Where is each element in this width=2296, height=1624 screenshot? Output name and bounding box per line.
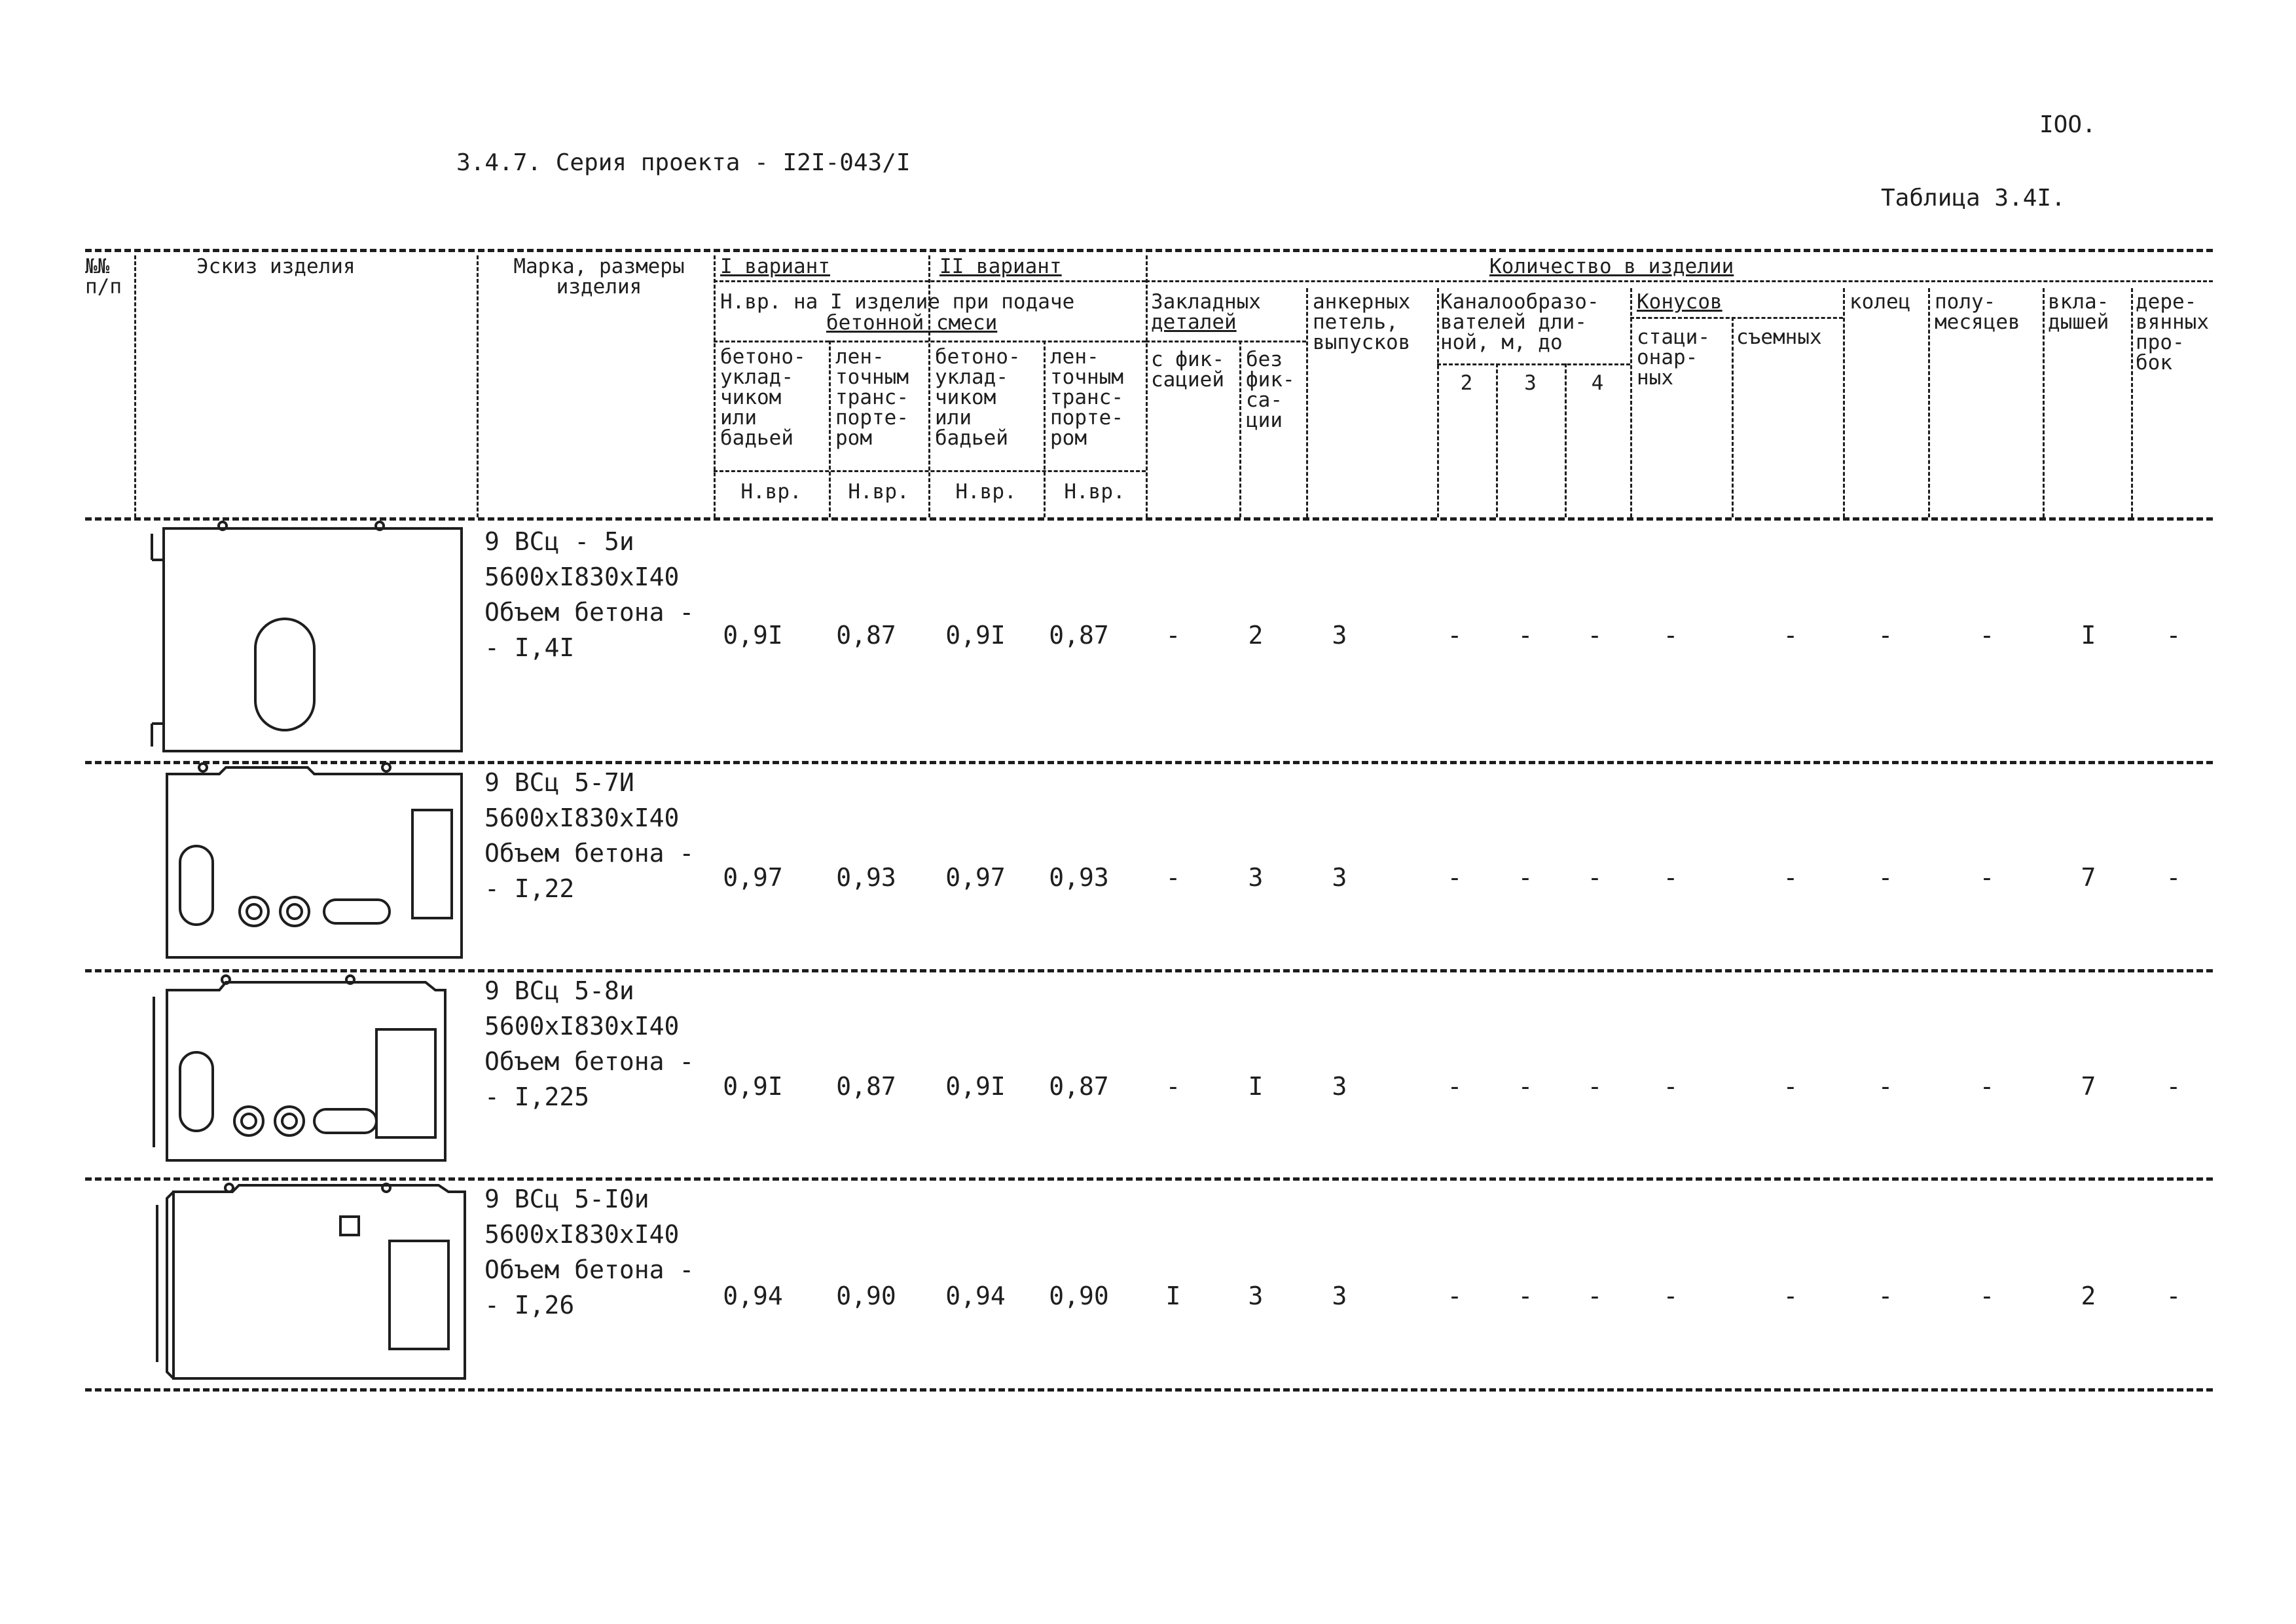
table-cell: I [2081, 621, 2096, 650]
row-mark [484, 973, 694, 1115]
table-cell: - [1447, 1282, 1463, 1310]
col-sketch-header: Эскиз изделия [196, 255, 355, 278]
table-cell: 3 [1332, 621, 1347, 650]
table-cell: - [1518, 863, 1533, 892]
row-mark [484, 765, 694, 906]
table-cell: - [1587, 1282, 1603, 1310]
table-cell: 3 [1332, 863, 1347, 892]
table-cell: - [1663, 1282, 1679, 1310]
col-rule [1146, 255, 1148, 517]
table-cell: - [1783, 863, 1798, 892]
table-cell: 0,9I [723, 1072, 783, 1101]
col-rule [1732, 317, 1734, 517]
unit-d: Н.вр. [1064, 480, 1125, 504]
col-rule [477, 255, 479, 517]
table-cell: 7 [2081, 863, 2096, 892]
row-mark-line: Объем бетона - [484, 839, 695, 868]
table-cell: - [1587, 863, 1603, 892]
table-cell: 0,87 [1049, 621, 1109, 650]
row-mark-line: 9 ВСц 5-7И [484, 768, 634, 797]
table-cell: 0,93 [836, 863, 896, 892]
table-cell: - [1165, 863, 1181, 892]
table-cell: - [1165, 621, 1181, 650]
table-cell: - [1447, 621, 1463, 650]
table-cell: - [1979, 1072, 1995, 1101]
panel-sketch-4 [144, 1179, 471, 1385]
table-cell: - [1663, 863, 1679, 892]
col-rule [714, 255, 716, 517]
zakl-fix-header: с фик- сацией [1151, 348, 1224, 392]
row-mark [484, 1181, 694, 1323]
table-cell: I [1165, 1282, 1181, 1310]
col-rule [1843, 288, 1845, 517]
konus-rule [1630, 317, 1843, 319]
page-number: IOO. [2039, 111, 2096, 138]
table-cell: - [1587, 1072, 1603, 1101]
col-rule [2131, 288, 2133, 517]
table-cell: I [1248, 1072, 1264, 1101]
col-num-header: №№ п/п [85, 255, 122, 299]
vkladysh-header: вкла- дышей [2048, 290, 2109, 334]
table-cell: 0,97 [723, 863, 783, 892]
row-mark-line: 5600xI830xI40 [484, 563, 680, 591]
table-cell: - [1518, 621, 1533, 650]
table-cell: - [1165, 1072, 1181, 1101]
zakl-header: Закладных деталей [1151, 290, 1261, 334]
table-cell: - [1783, 1072, 1798, 1101]
table-cell: - [1878, 1072, 1893, 1101]
qty-rule [1146, 280, 2213, 282]
table-cell: - [1783, 1282, 1798, 1310]
sub-header-c: бетоно- уклад- чиком или бадьей [935, 345, 1021, 450]
kolec-header: колец [1850, 290, 1911, 314]
table-cell: - [1663, 621, 1679, 650]
kanal-3: 3 [1524, 371, 1537, 395]
table-cell: 0,93 [1049, 863, 1109, 892]
table-cell: - [1447, 863, 1463, 892]
col-rule [1306, 288, 1308, 517]
row-mark-line: 5600xI830xI40 [484, 1012, 680, 1041]
table-cell: 0,97 [945, 863, 1006, 892]
table-cell: 0,9I [945, 621, 1006, 650]
variant2-header: II вариант [939, 255, 1062, 278]
kanal-rule [1437, 363, 1630, 365]
col-mark-header: Марка, размеры изделия [513, 255, 685, 299]
table-cell: - [2166, 1282, 2181, 1310]
qty-header: Количество в изделии [1489, 255, 1734, 278]
table-cell: - [1783, 621, 1798, 650]
table-cell: - [1663, 1072, 1679, 1101]
table-cell: - [1878, 621, 1893, 650]
unit-c: Н.вр. [955, 480, 1017, 504]
kanal-2: 2 [1460, 371, 1473, 395]
variant1-header: I вариант [720, 255, 830, 278]
table-cell: 0,87 [1049, 1072, 1109, 1101]
table-cell: 3 [1248, 863, 1264, 892]
row-mark-line: - I,26 [484, 1291, 575, 1320]
table-cell: - [1979, 863, 1995, 892]
table-cell: - [1979, 621, 1995, 650]
table-cell: - [2166, 863, 2181, 892]
table-cell: - [1878, 1282, 1893, 1310]
anker-header: анкерных петель, выпусков [1313, 290, 1411, 354]
sub-header-d: лен- точным транс- порте- ром [1050, 345, 1123, 450]
table-cell: 0,90 [836, 1282, 896, 1310]
kanal-header: Каналообразо- вателей дли- ной, м, до [1440, 290, 1599, 354]
panel-sketch-1 [144, 521, 471, 756]
col-rule [134, 255, 136, 517]
col-rule [1239, 341, 1241, 517]
row-mark-line: 5600xI830xI40 [484, 803, 680, 832]
panel-sketch-2 [144, 761, 471, 964]
table-cell: - [1587, 621, 1603, 650]
table-cell: - [1979, 1282, 1995, 1310]
section-title: 3.4.7. Серия проекта - I2I-043/I [456, 149, 911, 176]
konus-sem-header: съемных [1736, 325, 1822, 349]
row-mark-line: - I,225 [484, 1082, 590, 1111]
table-cell: 3 [1332, 1072, 1347, 1101]
sub-header-b: лен- точным транс- порте- ром [835, 345, 909, 450]
konus-header: Конусов [1637, 290, 1722, 314]
row-mark [484, 524, 694, 665]
zakl-nofix-header: без фик- са- ции [1246, 348, 1295, 432]
table-cell: 3 [1332, 1282, 1347, 1310]
row-mark-line: Объем бетона - [484, 1255, 695, 1284]
unit-b: Н.вр. [848, 480, 909, 504]
table-cell: 0,94 [723, 1282, 783, 1310]
unit-a: Н.вр. [740, 480, 802, 504]
table-cell: 0,87 [836, 621, 896, 650]
table-cell: - [1518, 1282, 1533, 1310]
kanal-4: 4 [1591, 371, 1604, 395]
konus-stat-header: стаци- онар- ных [1637, 325, 1710, 390]
col-rule [1630, 288, 1632, 517]
table-cell: 3 [1248, 1282, 1264, 1310]
zakl-rule [1146, 341, 1306, 342]
row-mark-line: Объем бетона - [484, 1047, 695, 1076]
table-cell: - [1878, 863, 1893, 892]
row-mark-line: 5600xI830xI40 [484, 1220, 680, 1249]
panel-sketch-3 [144, 970, 471, 1173]
row-mark-line: Объем бетона - [484, 598, 695, 627]
table-cell: 7 [2081, 1072, 2096, 1101]
table-cell: 0,87 [836, 1072, 896, 1101]
table-cell: 2 [2081, 1282, 2096, 1310]
polumes-header: полу- месяцев [1935, 290, 2020, 334]
row-mark-line: - I,22 [484, 874, 575, 903]
table-cell: - [2166, 621, 2181, 650]
col-rule [1928, 288, 1930, 517]
table-cell: - [1447, 1072, 1463, 1101]
table-cell: - [2166, 1072, 2181, 1101]
col-rule [2043, 288, 2045, 517]
table-bottom-rule [85, 1388, 2213, 1392]
hvr-header: Н.вр. на I изделие при подаче [720, 290, 1075, 314]
row-mark-line: 9 ВСц 5-8и [484, 976, 634, 1005]
sub-header-a: бетоно- уклад- чиком или бадьей [720, 345, 806, 450]
row-mark-line: - I,4I [484, 633, 575, 662]
col-rule [1437, 288, 1439, 517]
table-cell: 0,90 [1049, 1282, 1109, 1310]
row-mark-line: 9 ВСц 5-I0и [484, 1185, 649, 1213]
table-label: Таблица 3.4I. [1881, 185, 2066, 212]
table-top-rule [85, 249, 2213, 252]
table-cell: 2 [1248, 621, 1264, 650]
table-cell: - [1518, 1072, 1533, 1101]
row-mark-line: 9 ВСц - 5и [484, 527, 634, 556]
hvr-header-sub: бетонной смеси [826, 311, 998, 335]
table-cell: 0,9I [723, 621, 783, 650]
table-cell: 0,94 [945, 1282, 1006, 1310]
derev-header: дере- вянных про- бок [2136, 290, 2209, 375]
table-cell: 0,9I [945, 1072, 1006, 1101]
